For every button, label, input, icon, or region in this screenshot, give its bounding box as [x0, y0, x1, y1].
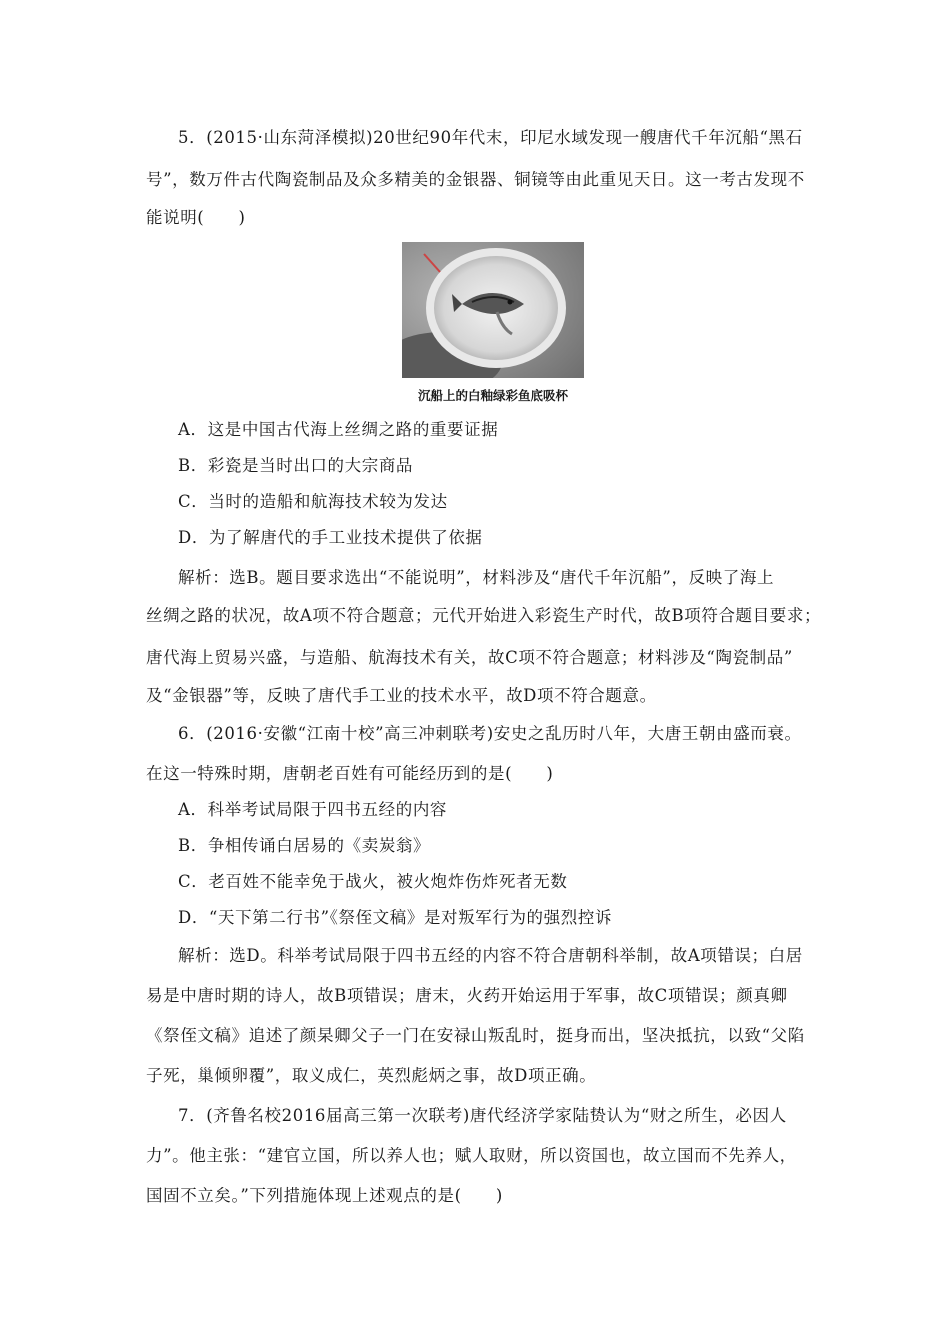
q5-stem-line-3: 能说明( ) — [146, 208, 246, 227]
shipwreck-cup-photo — [402, 242, 584, 378]
q6-stem-line-2: 在这一特殊时期，唐朝老百姓有可能经历到的是( ) — [146, 764, 554, 783]
q7-stem-line-1: 7．(齐鲁名校2016届高三第一次联考)唐代经济学家陆贽认为“财之所生，必因人 — [178, 1106, 787, 1125]
q6-option-d: D．“天下第二行书”《祭侄文稿》是对叛军行为的强烈控诉 — [178, 908, 613, 927]
q5-analysis-line-1: 解析：选B。题目要求选出“不能说明”，材料涉及“唐代千年沉船”，反映了海上 — [178, 568, 775, 587]
q7-stem-line-3: 国固不立矣。”下列措施体现上述观点的是( ) — [146, 1186, 503, 1205]
q5-option-a: A．这是中国古代海上丝绸之路的重要证据 — [178, 420, 499, 439]
q6-option-a: A．科举考试局限于四书五经的内容 — [178, 800, 448, 819]
q5-analysis-line-4: 及“金银器”等，反映了唐代手工业的技术水平，故D项不符合题意。 — [146, 686, 657, 705]
q6-analysis-line-2: 易是中唐时期的诗人，故B项错误；唐末，火药开始运用于军事，故C项错误；颜真卿 — [146, 986, 788, 1005]
q5-option-b: B．彩瓷是当时出口的大宗商品 — [178, 456, 414, 475]
q6-analysis-line-3: 《祭侄文稿》追述了颜杲卿父子一门在安禄山叛乱时，挺身而出，坚决抵抗，以致“父陷 — [146, 1026, 805, 1045]
q5-option-d: D．为了解唐代的手工业技术提供了依据 — [178, 528, 483, 547]
q6-analysis-line-4: 子死，巢倾卵覆”，取义成仁，英烈彪炳之事，故D项正确。 — [146, 1066, 597, 1085]
q6-stem-line-1: 6．(2016·安徽“江南十校”高三冲刺联考)安史之乱历时八年，大唐王朝由盛而衰。 — [178, 724, 802, 743]
q5-analysis-line-2: 丝绸之路的状况，故A项不符合题意；元代开始进入彩瓷生产时代，故B项符合题目要求； — [146, 606, 822, 625]
q7-stem-line-2: 力”。他主张：“建官立国，所以养人也；赋人取财，所以资国也，故立国而不先养人， — [146, 1146, 797, 1165]
q5-stem-line-1: 5．(2015·山东菏泽模拟)20世纪90年代末，印尼水域发现一艘唐代千年沉船“黑石 — [178, 128, 803, 147]
q6-option-c: C．老百姓不能幸免于战火，被火炮炸伤炸死者无数 — [178, 872, 568, 891]
q6-option-b: B．争相传诵白居易的《卖炭翁》 — [178, 836, 431, 855]
q5-analysis-line-3: 唐代海上贸易兴盛，与造船、航海技术有关，故C项不符合题意；材料涉及“陶瓷制品” — [146, 648, 793, 667]
q6-analysis-line-1: 解析：选D。科举考试局限于四书五经的内容不符合唐朝科举制，故A项错误；白居 — [178, 946, 803, 965]
photo-caption: 沉船上的白釉绿彩鱼底吸杯 — [417, 388, 568, 403]
q5-option-c: C．当时的造船和航海技术较为发达 — [178, 492, 448, 511]
q5-stem-line-2: 号”，数万件古代陶瓷制品及众多精美的金银器、铜镜等由此重见天日。这一考古发现不 — [146, 170, 805, 189]
